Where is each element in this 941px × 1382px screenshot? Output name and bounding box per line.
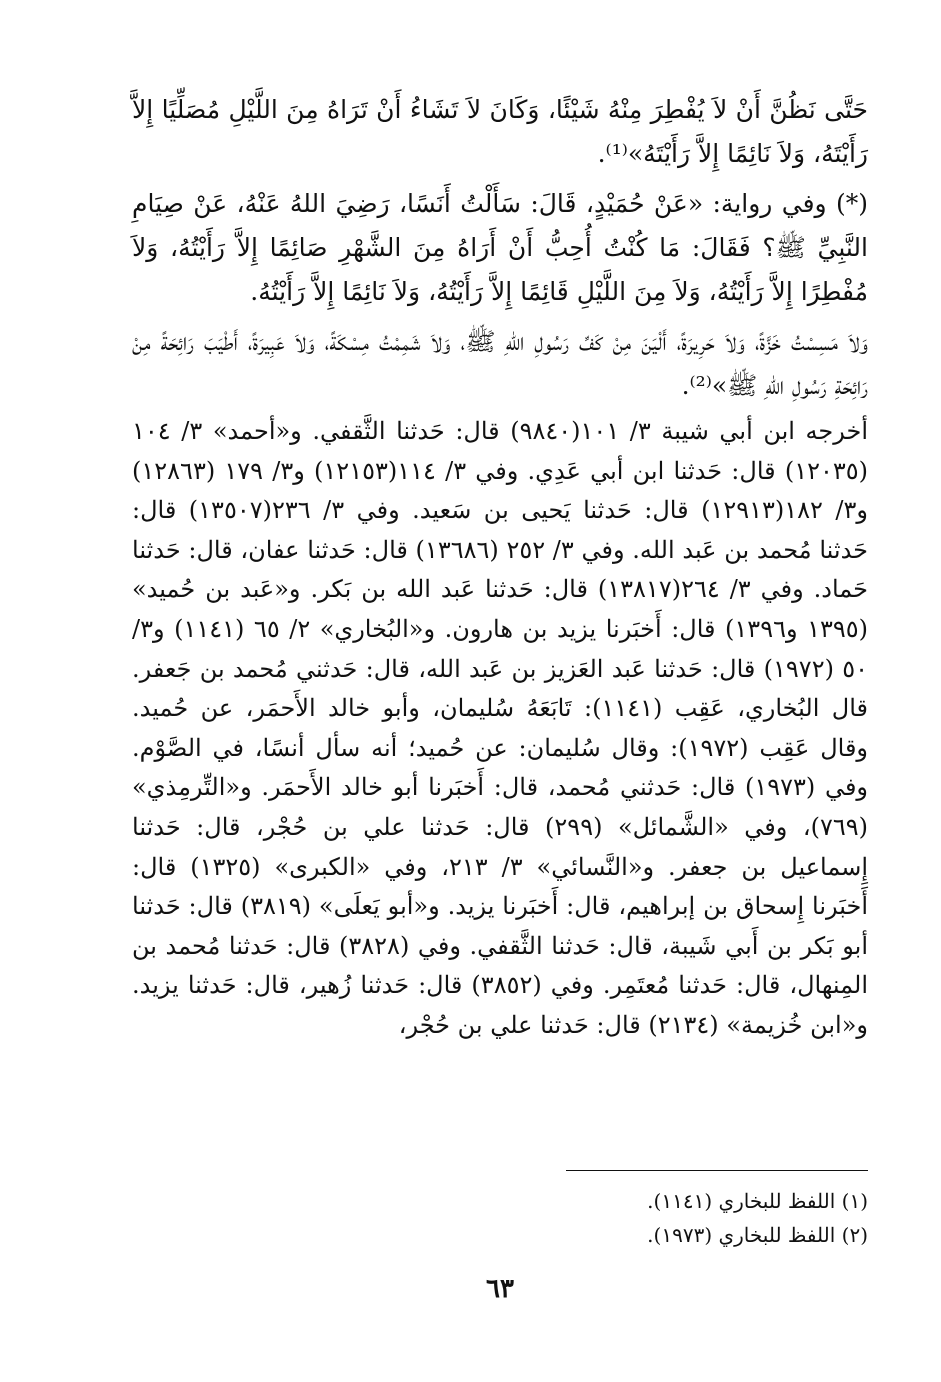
footnotes-list <box>132 1184 868 1252</box>
page-body <box>132 88 868 1358</box>
hadith-paragraph-1: حَتَّى نَظُنَّ أَنْ لاَ يُفْطِرَ مِنْهُ شَيْئًا، وَكَانَ لاَ تَشَاءُ أَنْ تَرَاهُ مِنَ اللَّيْلِ مُصَلِّيًا إِلاَّ رَأَيْتَهُ، وَلاَ نَائِمًا إِلاَّ رَأَيْتَهُ»⁽¹⁾. <box>132 95 868 168</box>
footnote-separator <box>566 1170 868 1171</box>
takhrij-paragraph: أخرجه ابن أبي شيبة ٣/ ١٠١(٩٨٤٠) قال: حَدثنا الثَّقفي. و«أحمد» ٣/ ١٠٤ (١٢٠٣٥) قال: حَدثنا ابن أبي عَدِي. وفي ٣/ ١١٤(١٢١٥٣) و٣/ ١٧٩ (١٢٨٦٣) و٣/ ١٨٢(١٢٩١٣) قال: حَدثنا يَحيى بن سَعيد. وفي ٣/ ٢٣٦(١٣٥٠٧) قال: حَدثنا مُحمد بن عَبد الله. وفي ٣/ ٢٥٢ (١٣٦٨٦) قال: حَدثنا عفان، قال: حَدثنا حَماد. وفي ٣/ ٢٦٤(١٣٨١٧) قال: حَدثنا عَبد الله بن بَكر. و«عَبد بن حُميد» (١٣٩٥ و١٣٩٦) قال: أَخبَرنا يزيد بن هارون. و«البُخاري» ٢/ ٦٥ (١١٤١) و٣/ ٥٠ (١٩٧٢) قال: حَدثنا عَبد العَزيز بن عَبد الله، قال: حَدثني مُحمد بن جَعفر. قال البُخاري، عَقِب (١١٤١): تَابَعَهُ سُليمان، وأبو خالد الأَحمَر، عن حُميد. وقال عَقِب (١٩٧٢): وقال سُليمان: عن حُميد؛ أنه سأل أنسًا، في الصَّوْم. وفي (١٩٧٣) قال: حَدثني مُحمد، قال: أَخبَرنا أبو خالد الأَحمَر. و«التِّرمِذي» (٧٦٩)، وفي «الشَّمائل» (٢٩٩) قال: حَدثنا علي بن حُجْر، قال: حَدثنا إِسماعيل بن جعفر. و«النَّسائي» ٣/ ٢١٣، وفي «الكبرى» (١٣٢٥) قال: أَخبَرنا إِسحاق بن إبراهيم، قال: أَخبَرنا يزيد. و«أبو يَعلَى» (٣٨١٩) قال: حَدثنا أبو بَكر بن أَبي شَيبة، قال: حَدثنا الثَّقفي. وفي (٣٨٢٨) قال: حَدثنا مُحمد بن المِنهال، قال: حَدثنا مُعتَمِر. وفي (٣٨٥٢) قال: حَدثنا زُهير، قال: حَدثنا يزيد. و«ابن خُزيمة» (٢١٣٤) قال: حَدثنا علي بن حُجْر، <box>132 417 869 1039</box>
footnote-2: (٢) اللفظ للبخاري (١٩٧٣). <box>647 1223 868 1247</box>
page-number: ٦٣ <box>486 1274 514 1304</box>
hadith-paragraph-3: وَلاَ مَسِسْتُ خَزَّةً، وَلاَ حَرِيرَةً، أَلْيَنَ مِنْ كَفِّ رَسُولِ اللهِ ﷺ، وَلاَ شَمِمْتُ مِسْكَةً، وَلاَ عَبِيرَةً، أَطْيَبَ رَائِحَةً مِنْ رَائِحَةِ رَسُولِ اللهِ ﷺ»⁽²⁾. <box>132 327 868 400</box>
hadith-paragraph-2: (*) وفي رواية: «عَنْ حُمَيْدٍ، قَالَ: سَأَلْتُ أَنَسًا، رَضِيَ اللهُ عَنْهُ، عَنْ صِيَامِ النَّبِيِّ ﷺ؟ فَقَالَ: مَا كُنْتُ أُحِبُّ أَنْ أَرَاهُ مِنَ الشَّهْرِ صَائِمًا إِلاَّ رَأَيْتُهُ، وَلاَ مُفْطِرًا إِلاَّ رَأَيْتُهُ، وَلاَ مِنَ اللَّيْلِ قَائِمًا إِلاَّ رَأَيْتُهُ، وَلاَ نَائِمًا إِلاَّ رَأَيْتُهُ. <box>132 189 868 306</box>
footnote-1: (١) اللفظ للبخاري (١١٤١). <box>647 1189 868 1213</box>
